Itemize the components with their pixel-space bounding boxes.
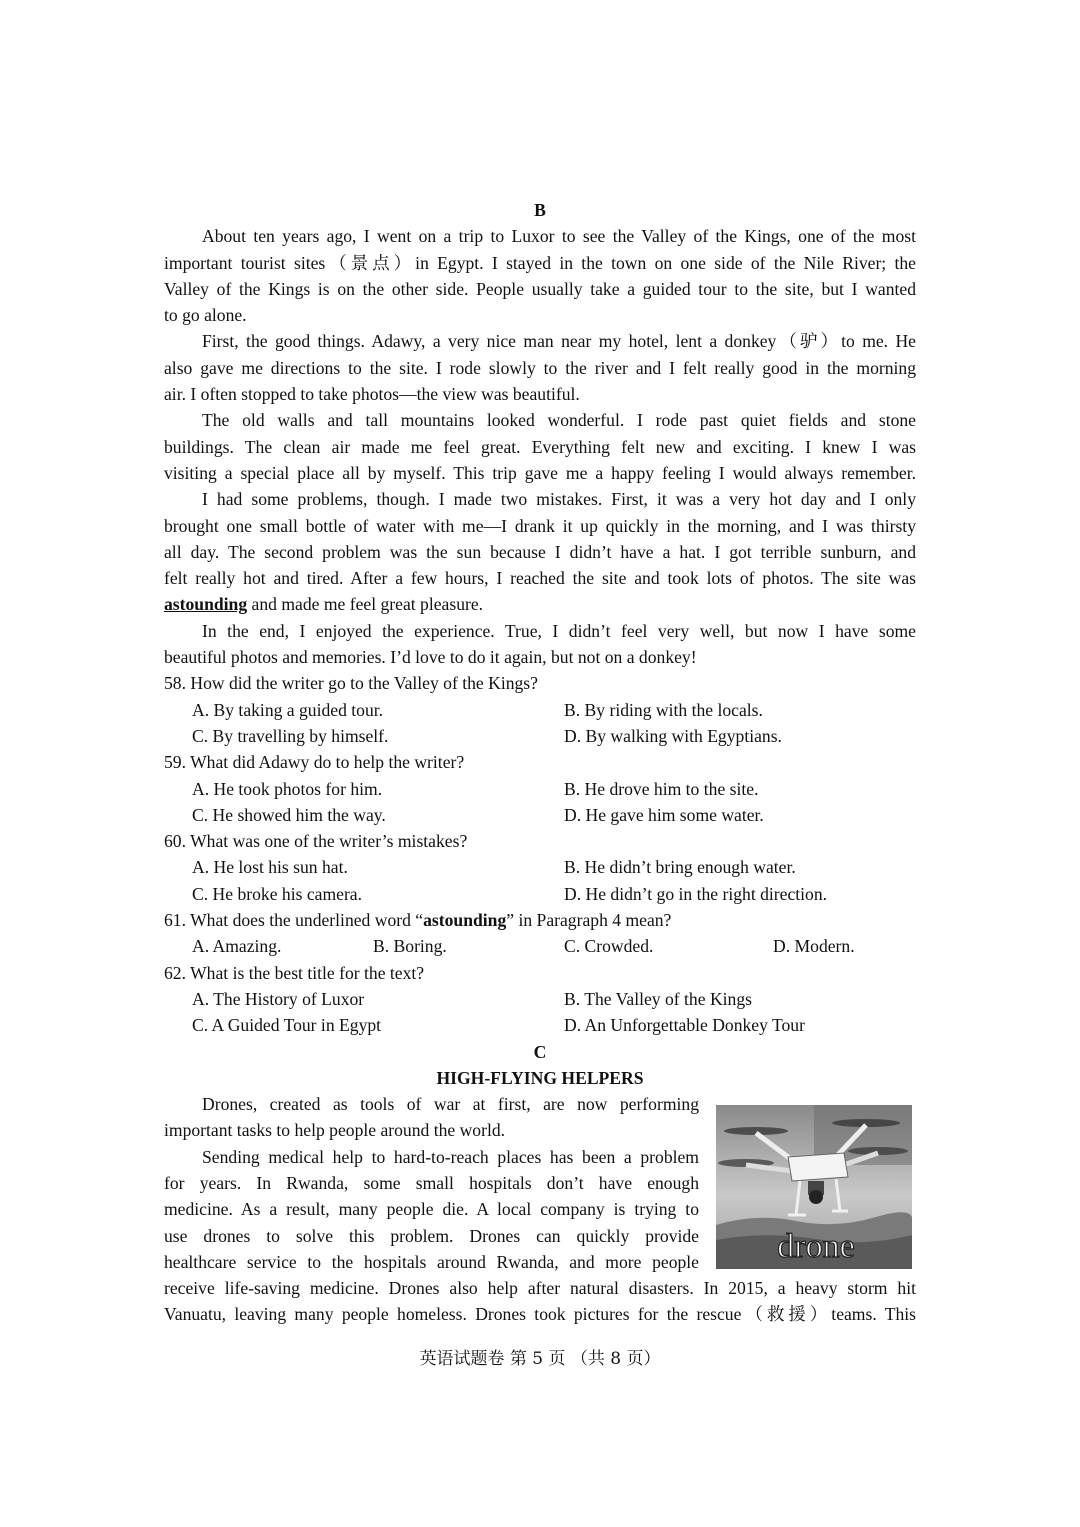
- passage-line: to go alone.: [164, 305, 247, 326]
- drone-photo: [716, 1105, 912, 1269]
- option-b: B. By riding with the locals.: [564, 699, 763, 720]
- passage-line: Sending medical help to hard-to-reach places has been a problem: [202, 1146, 699, 1167]
- passage-line: I had some problems, though. I made two mistakes. First, it was a very hot day and I only: [202, 489, 916, 510]
- underlined-word: astounding: [164, 594, 248, 615]
- page-footer: 英语试题卷 第 5 页 （共 8 页）: [419, 1349, 661, 1369]
- passage-line: First, the good things. Adawy, a very nice man near my hotel, lent a donkey（驴）to me. He: [202, 331, 916, 352]
- passage-line: important tourist sites（景点）in Egypt. I stayed in the town on one side of the Nile River; the: [164, 252, 916, 273]
- passage-line: About ten years ago, I went on a trip to Luxor to see the Valley of the Kings, one of the most: [202, 226, 916, 247]
- question-62: [164, 960, 916, 1039]
- passage-line-rest: and made me feel great pleasure.: [247, 594, 484, 615]
- passage-line: all day. The second problem was the sun because I didn’t have a hat. I got terrible sunburn, and: [164, 541, 916, 562]
- section-c-heading: C: [533, 1041, 547, 1062]
- passage-line: air. I often stopped to take photos—the view was beautiful.: [164, 384, 580, 405]
- option-b: B. He didn’t bring enough water.: [564, 857, 796, 878]
- option-a: A. He took photos for him.: [192, 778, 383, 799]
- section-c-title: HIGH-FLYING HELPERS: [436, 1067, 644, 1088]
- passage-c-narrow: [164, 1091, 699, 1275]
- option-a: A. Amazing.: [192, 936, 282, 957]
- passage-line: [164, 591, 916, 617]
- option-d: D. By walking with Egyptians.: [564, 725, 782, 746]
- question-stem: 62. What is the best title for the text?: [164, 962, 425, 983]
- passage-line: felt really hot and tired. After a few hours, I reached the site and took lots of photos. The site was: [164, 568, 916, 589]
- passage-line: for years. In Rwanda, some small hospitals don’t have enough: [164, 1172, 699, 1193]
- option-b: B. Boring.: [373, 936, 447, 957]
- passage-line: brought one small bottle of water with me—I drank it up quickly in the morning, and I was thirsty: [164, 515, 916, 536]
- passage-line: receive life-saving medicine. Drones also help after natural disasters. In 2015, a heavy storm hit: [164, 1278, 916, 1299]
- question-stem-word: astounding: [423, 910, 507, 931]
- option-d: D. He didn’t go in the right direction.: [564, 883, 828, 904]
- passage-line: beautiful photos and memories. I’d love to do it again, but not on a donkey!: [164, 647, 697, 668]
- passage-line: important tasks to help people around the world.: [164, 1120, 506, 1141]
- option-c: C. He showed him the way.: [192, 804, 386, 825]
- passage-line: The old walls and tall mountains looked wonderful. I rode past quiet fields and stone: [202, 410, 916, 431]
- passage-b: [164, 223, 916, 670]
- passage-line: Vanuatu, leaving many people homeless. Drones took pictures for the rescue（救援）teams. This: [164, 1304, 916, 1325]
- image-caption: drone: [777, 1228, 855, 1265]
- question-58: [164, 670, 916, 749]
- passage-line: visiting a special place all by myself. This trip gave me a happy feeling I would always remember.: [164, 462, 916, 483]
- question-59: [164, 749, 916, 828]
- question-stem: 59. What did Adawy do to help the writer?: [164, 752, 465, 773]
- question-stem: 60. What was one of the writer’s mistakes?: [164, 831, 468, 852]
- option-b: B. He drove him to the site.: [564, 778, 759, 799]
- passage-line: Valley of the Kings is on the other side. People usually take a guided tour to the site, but I wanted: [164, 278, 916, 299]
- option-a: A. By taking a guided tour.: [192, 699, 384, 720]
- option-c: C. Crowded.: [564, 936, 654, 957]
- passage-line: use drones to solve this problem. Drones can quickly provide: [164, 1225, 699, 1246]
- option-c: C. He broke his camera.: [192, 883, 363, 904]
- question-61: [164, 907, 916, 960]
- question-stem: 58. How did the writer go to the Valley of the Kings?: [164, 673, 538, 694]
- passage-line: Drones, created as tools of war at first, are now performing: [202, 1094, 699, 1115]
- question-60: [164, 828, 916, 907]
- question-stem: [164, 907, 916, 933]
- passage-line: In the end, I enjoyed the experience. True, I didn’t feel very well, but now I have some: [202, 620, 916, 641]
- option-a: A. He lost his sun hat.: [192, 857, 348, 878]
- passage-line: medicine. As a result, many people die. A local company is trying to: [164, 1199, 699, 1220]
- option-d: D. Modern.: [773, 936, 855, 957]
- section-b-heading: B: [534, 200, 546, 220]
- option-c: C. By travelling by himself.: [192, 725, 389, 746]
- option-d: D. An Unforgettable Donkey Tour: [564, 1015, 805, 1036]
- question-stem-post: ” in Paragraph 4 mean?: [506, 910, 672, 931]
- option-c: C. A Guided Tour in Egypt: [192, 1015, 382, 1036]
- passage-line: buildings. The clean air made me feel great. Everything felt new and exciting. I knew I was: [164, 436, 916, 457]
- passage-line: also gave me directions to the site. I rode slowly to the river and I felt really good in the morning: [164, 357, 916, 378]
- option-a: A. The History of Luxor: [192, 988, 365, 1009]
- passage-line: healthcare service to the hospitals around Rwanda, and more people: [164, 1251, 699, 1272]
- question-stem-pre: 61. What does the underlined word “: [164, 910, 424, 931]
- option-b: B. The Valley of the Kings: [564, 988, 752, 1009]
- option-d: D. He gave him some water.: [564, 804, 764, 825]
